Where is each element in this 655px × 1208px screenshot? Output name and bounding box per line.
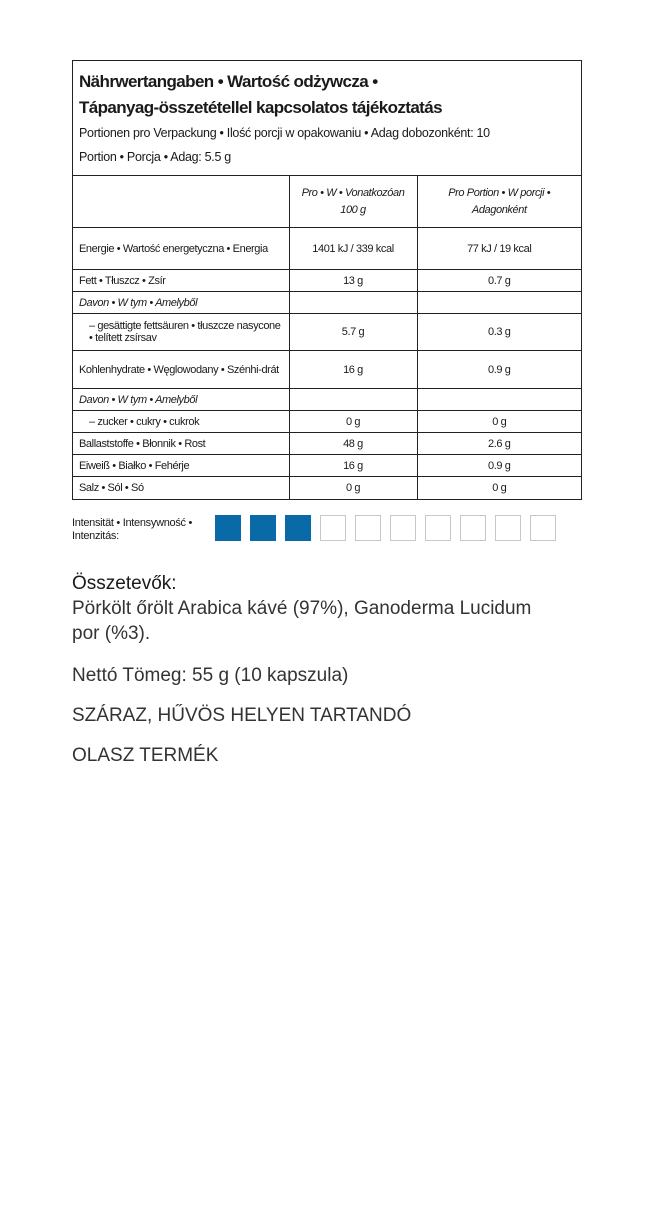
intensity-box-empty [390, 515, 416, 541]
portion-size: Portion • Porcja • Adag: 5.5 g [79, 150, 231, 164]
table-row-salt [73, 477, 581, 499]
portions-per-pack: Portionen pro Verpackung • Ilość porcji w opakowaniu • Adag dobozonként: 10 [79, 126, 490, 140]
row-label: Energie • Wartość energetyczna • Energia [73, 228, 289, 270]
table-row-fat [73, 270, 581, 292]
header-per-100g: Pro • W • Vonatkozóan 100 g [289, 176, 417, 228]
table-row-protein [73, 455, 581, 477]
row-portion: 2.6 g [417, 433, 581, 455]
intensity-box-filled [250, 515, 276, 541]
table-row-energy [73, 228, 581, 270]
storage-instruction: SZÁRAZ, HŰVÖS HELYEN TARTANDÓ [72, 705, 412, 726]
intensity-box-empty [320, 515, 346, 541]
intensity-box-empty [530, 515, 556, 541]
origin-statement: OLASZ TERMÉK [72, 745, 219, 766]
row-label: Davon • W tym • Amelyből [73, 292, 289, 314]
row-per100: 13 g [289, 270, 417, 292]
ingredients-title: Összetevők: [72, 573, 177, 594]
intensity-box-empty [495, 515, 521, 541]
net-weight: Nettó Tömeg: 55 g (10 kapszula) [72, 665, 349, 686]
intensity-box-filled [285, 515, 311, 541]
row-portion: 0 g [417, 411, 581, 433]
intensity-boxes [215, 515, 565, 541]
row-per100 [289, 292, 417, 314]
ingredients-section [72, 572, 542, 646]
intensity-label: Intensität • Intensywność • Intenzitás: [72, 517, 193, 542]
row-portion [417, 292, 581, 314]
table-row-fibre [73, 433, 581, 455]
row-portion: 77 kJ / 19 kcal [417, 228, 581, 270]
row-label: – gesättigte fettsäuren • tłuszcze nasycone • telített zsírsav [73, 314, 289, 351]
row-label: – zucker • cukry • cukrok [73, 411, 289, 433]
row-portion: 0.3 g [417, 314, 581, 351]
row-portion: 0 g [417, 477, 581, 499]
table-row-of-which-carbs [73, 389, 581, 411]
table-header-row [73, 176, 581, 228]
table-row-saturated [73, 314, 581, 351]
table-row-carbohydrates [73, 351, 581, 389]
nutrition-table [73, 176, 581, 499]
intensity-scale [72, 515, 582, 545]
row-per100: 1401 kJ / 339 kcal [289, 228, 417, 270]
row-per100: 16 g [289, 351, 417, 389]
table-row-of-which-fat [73, 292, 581, 314]
table-row-sugars [73, 411, 581, 433]
row-label: Ballaststoffe • Błonnik • Rost [73, 433, 289, 455]
row-per100: 5.7 g [289, 314, 417, 351]
row-per100: 16 g [289, 455, 417, 477]
row-label: Eiweiß • Białko • Fehérje [73, 455, 289, 477]
ingredients-text: Pörkölt őrölt Arabica kávé (97%), Ganoderma Lucidum por (%3). [72, 598, 532, 644]
intensity-box-empty [425, 515, 451, 541]
row-label: Fett • Tłuszcz • Zsír [73, 270, 289, 292]
row-label: Davon • W tym • Amelyből [73, 389, 289, 411]
header-blank-cell [73, 176, 289, 228]
intensity-box-filled [215, 515, 241, 541]
nutrition-title-line2: Tápanyag-összetétellel kapcsolatos tájékoztatás [79, 98, 442, 117]
row-portion: 0.7 g [417, 270, 581, 292]
row-portion [417, 389, 581, 411]
row-portion: 0.9 g [417, 455, 581, 477]
nutrition-header [73, 61, 581, 176]
intensity-box-empty [460, 515, 486, 541]
row-per100: 0 g [289, 411, 417, 433]
row-portion: 0.9 g [417, 351, 581, 389]
row-per100: 0 g [289, 477, 417, 499]
row-per100 [289, 389, 417, 411]
nutrition-panel [72, 60, 582, 500]
nutrition-title-line1: Nährwertangaben • Wartość odżywcza • [79, 72, 378, 91]
header-per-portion: Pro Portion • W porcji • Adagonként [417, 176, 581, 228]
row-label: Salz • Sól • Só [73, 477, 289, 499]
row-per100: 48 g [289, 433, 417, 455]
intensity-box-empty [355, 515, 381, 541]
row-label: Kohlenhydrate • Węglowodany • Szénhi-drát [73, 351, 289, 389]
